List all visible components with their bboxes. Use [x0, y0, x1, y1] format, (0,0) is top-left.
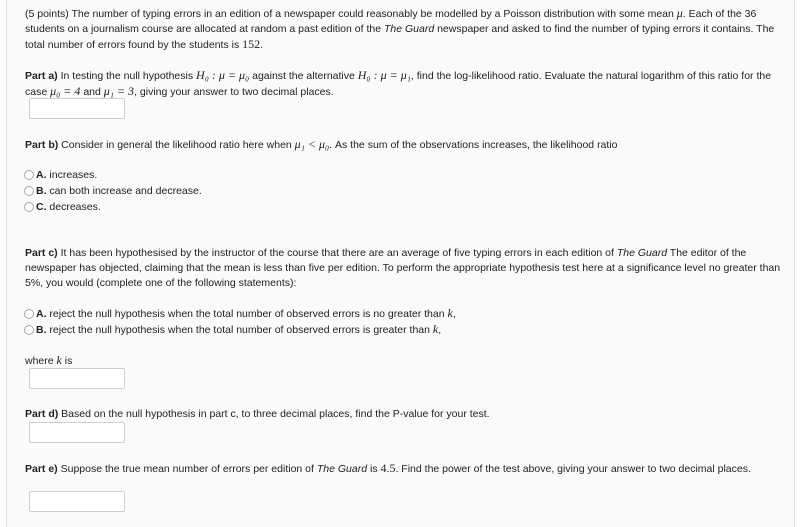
part-b-option-c[interactable] [24, 200, 101, 214]
part-b-option-a[interactable] [24, 168, 97, 182]
radio-button[interactable] [24, 202, 34, 212]
radio-button[interactable] [24, 186, 34, 196]
option-label: B. reject the null hypothesis when the total number of observed errors is greater than k, [36, 322, 442, 336]
part-b-option-b[interactable] [24, 184, 202, 198]
option-label: A. reject the null hypothesis when the total number of observed errors is no greater than k, [36, 306, 456, 320]
part-c-text: Part c) It has been hypothesised by the instructor of the course that there are an average of five typing errors in each edition of The Guard The editor of the newspaper has objected, claiming that the mean is less than five per edition. To perform the appropriate hypothesis test here at a significance level no greater than 5%, you would (complete one of the following statements): [25, 247, 781, 289]
part-c-where-label: where k is [25, 353, 73, 367]
radio-button[interactable] [24, 325, 34, 335]
part-c-answer-input[interactable] [29, 368, 125, 389]
part-c-option-a[interactable] [24, 307, 456, 321]
part-e-answer-input[interactable] [29, 491, 125, 512]
part-d-answer-input[interactable] [29, 422, 125, 443]
intro-text: (5 points) The number of typing errors in an edition of a newspaper could reasonably be modelled by a Poisson distribution with some mean μ. Each of the 36 students on a journalism course are allocated at random a past edition of the The Guard newspaper and asked to find the number of typing errors it contains. The total number of errors found by the students is 152. [25, 6, 775, 51]
part-e-text: Part e) Suppose the true mean number of errors per edition of The Guard is 4.5. Find the power of the test above, giving your answer to two decimal places. [25, 461, 751, 475]
question-panel [6, 0, 795, 527]
option-label: B. can both increase and decrease. [36, 184, 202, 197]
option-label: A. increases. [36, 168, 98, 181]
part-b-text: Part b) Consider in general the likelihood ratio here when μ₁ < μ₀. As the sum of the observations increases, the likelihood ratio [25, 137, 618, 151]
option-label: C. decreases. [36, 200, 101, 213]
part-a-answer-input[interactable] [29, 98, 125, 119]
part-a-text: Part a) In testing the null hypothesis H₀ : μ = μ₀ against the alternative H₀ : μ = μ₁, find the log-likelihood ratio. Evaluate the natural logarithm of this ratio for the case μ₀ = 4 and μ₁ = 3, giving your answer to two decimal places. [25, 68, 772, 98]
part-c-option-b[interactable] [24, 323, 441, 337]
radio-button[interactable] [24, 309, 34, 319]
part-d-text: Part d) Based on the null hypothesis in part c, to three decimal places, find the P-value for your test. [25, 408, 490, 420]
radio-button[interactable] [24, 170, 34, 180]
